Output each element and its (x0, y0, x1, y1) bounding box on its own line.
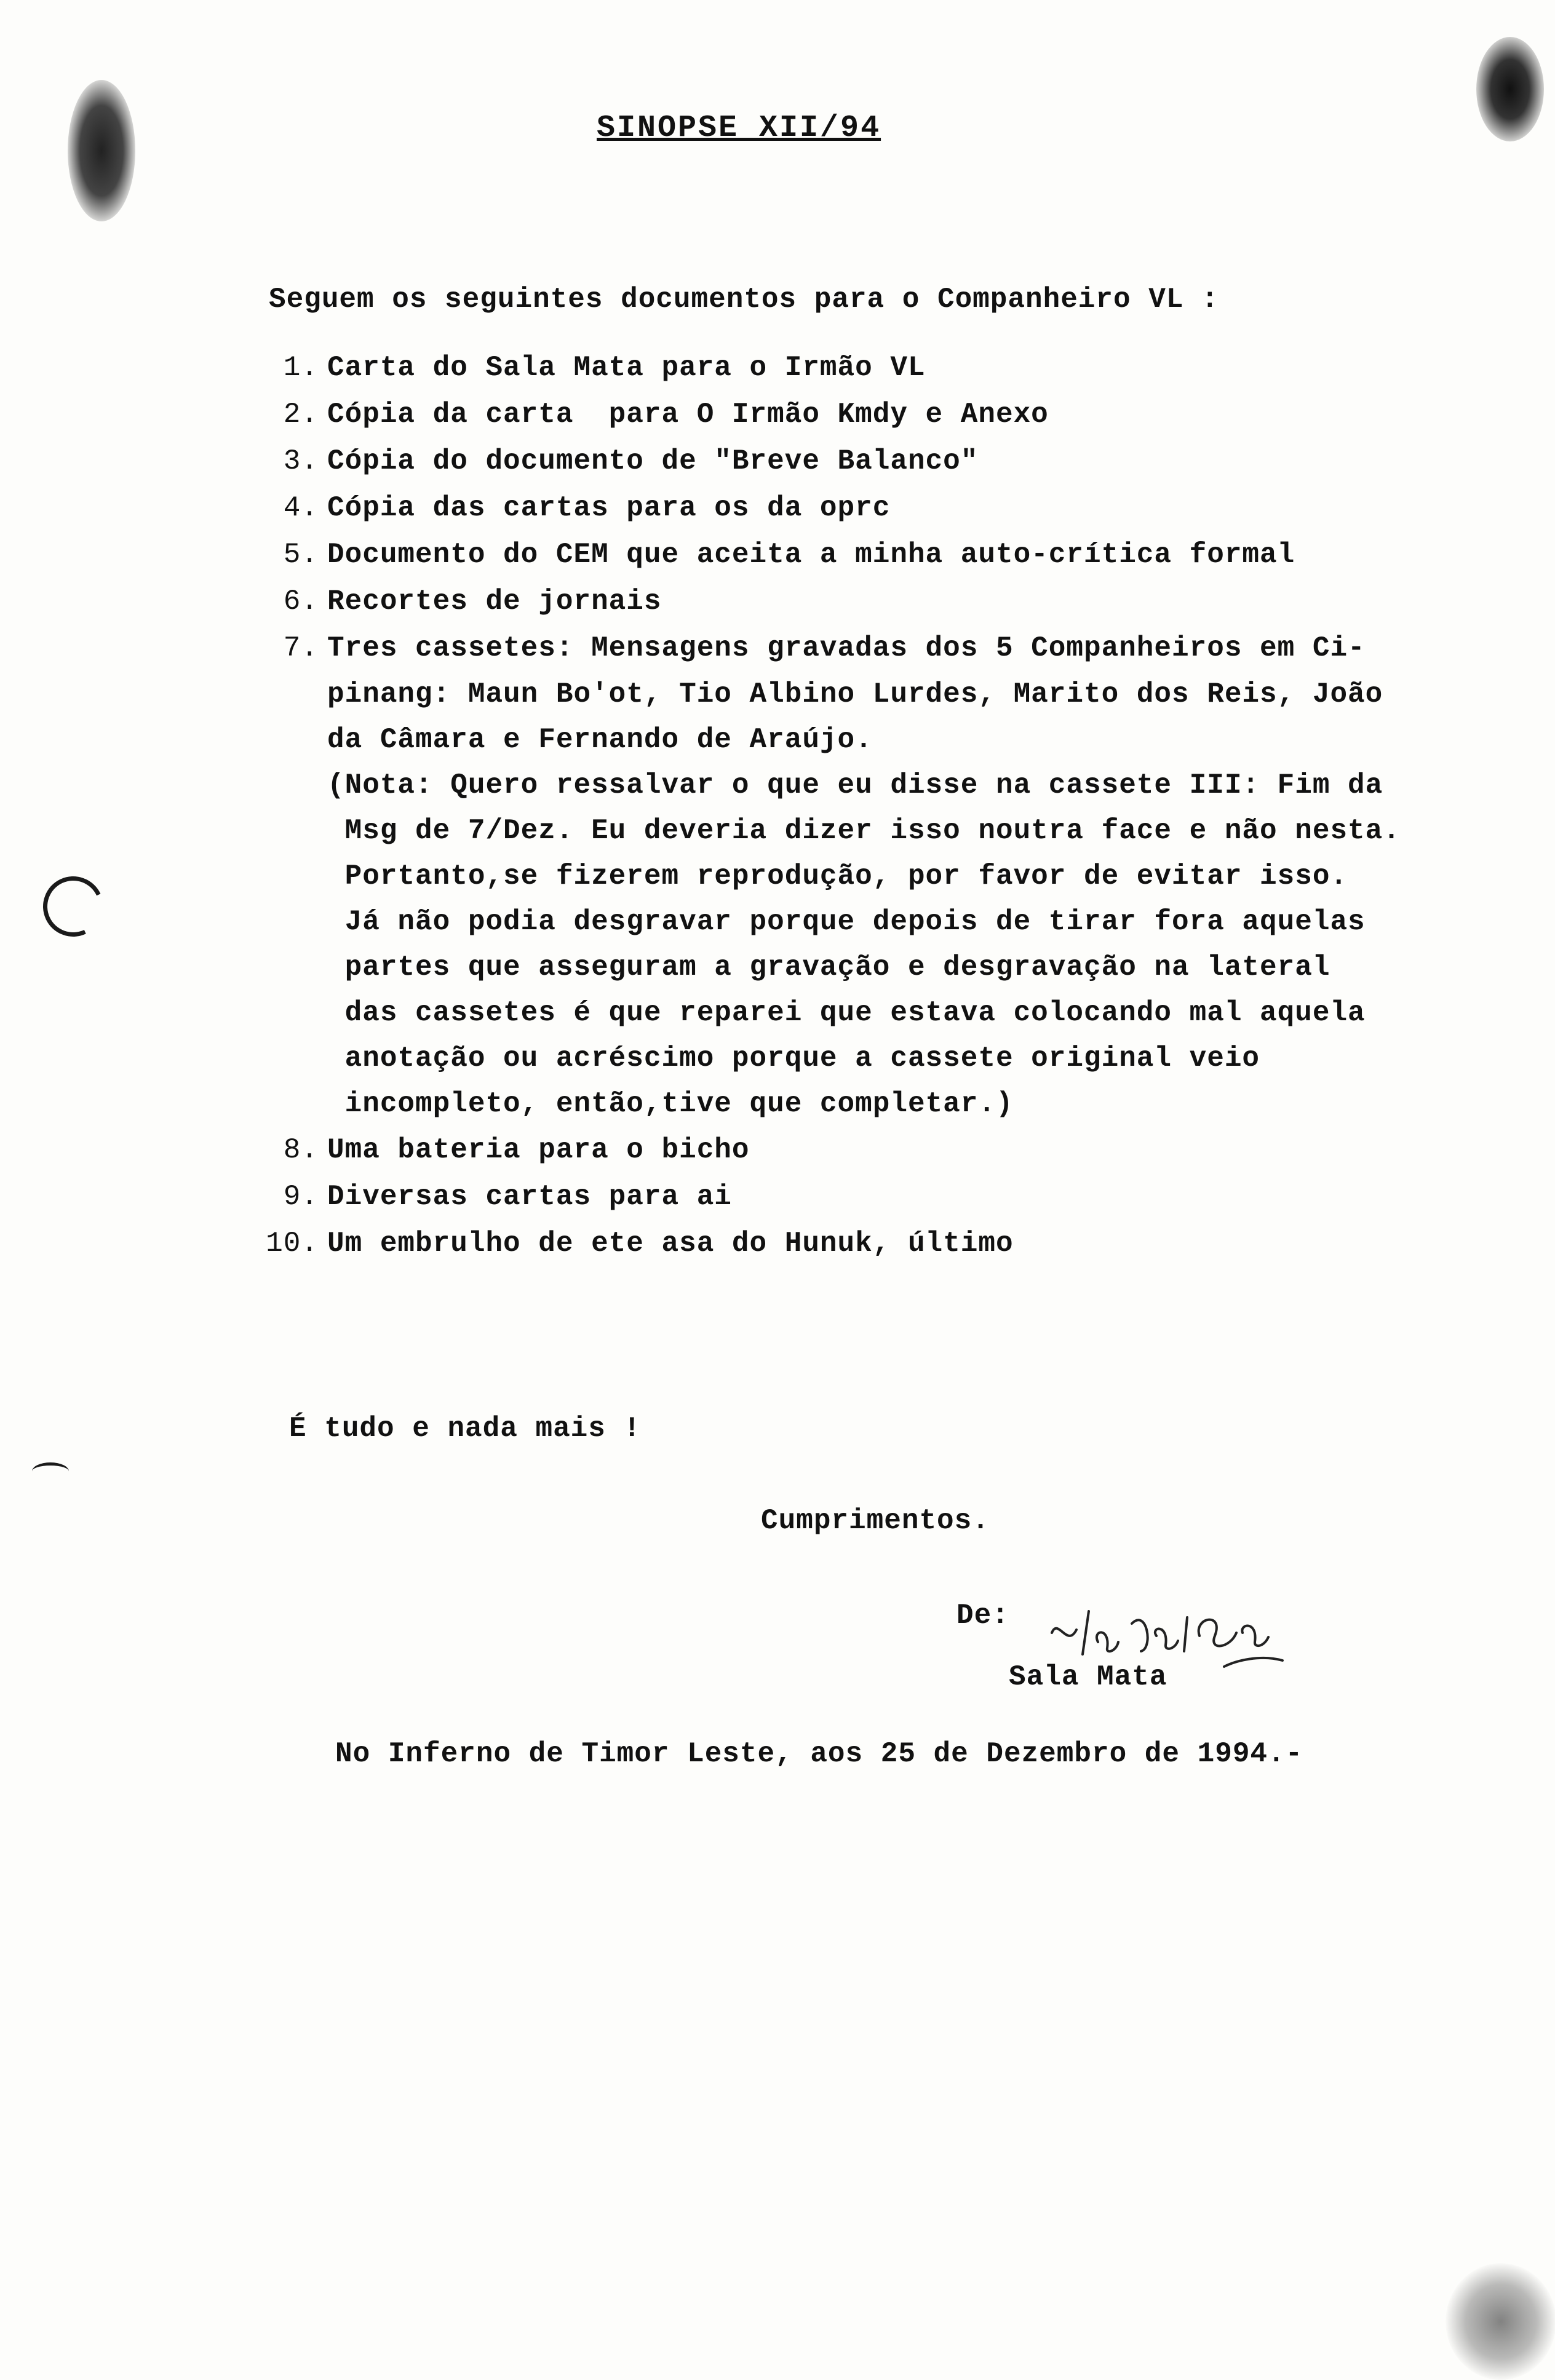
list-item-number: 7. (283, 632, 319, 664)
list-item-continuation: partes que asseguram a gravação e desgravação na lateral (327, 951, 1330, 983)
margin-mark (32, 1462, 69, 1480)
ink-smudge-bottom-right (1446, 2263, 1555, 2380)
list-item-continuation: Msg de 7/Dez. Eu deveria dizer isso noutra face e não nesta. (327, 815, 1401, 847)
list-item-text: Recortes de jornais (327, 585, 662, 617)
list-item-number: 9. (283, 1181, 319, 1213)
list-item (246, 578, 1401, 625)
list-item-number: 8. (283, 1134, 319, 1166)
list-item-number: 6. (283, 585, 319, 617)
punch-hole-mark (34, 868, 112, 945)
list-item-continuation: anotação ou acréscimo porque a cassete original veio (327, 1042, 1260, 1074)
list-item-text: Uma bateria para o bicho (327, 1134, 750, 1166)
list-item-number: 3. (283, 445, 319, 477)
list-item (246, 485, 1401, 531)
list-item-text: Tres cassetes: Mensagens gravadas dos 5 Companheiros em Ci- (327, 632, 1366, 664)
list-item-number: 1. (283, 352, 319, 384)
ink-smudge-top-left (68, 80, 135, 221)
list-item-continuation: incompleto, então,tive que completar.) (327, 1088, 1014, 1120)
list-item-text: Cópia da carta para O Irmão Kmdy e Anexo (327, 399, 1049, 430)
list-item-text: Documento do CEM que aceita a minha auto-crítica formal (327, 539, 1295, 571)
ink-smudge-top-right (1476, 37, 1544, 141)
list-item-number: 4. (283, 492, 319, 524)
signer-name: Sala Mata (1009, 1661, 1167, 1693)
greeting-line: Cumprimentos. (761, 1505, 990, 1537)
list-item (246, 391, 1401, 438)
list-item-continuation: Já não podia desgravar porque depois de tirar fora aquelas (327, 906, 1366, 938)
list-item (246, 1127, 1401, 1173)
document-list (246, 344, 1401, 1267)
list-item (246, 1220, 1401, 1267)
list-item-number: 5. (283, 539, 319, 571)
list-item (246, 531, 1401, 578)
list-item-text: Cópia do documento de "Breve Balanco" (327, 445, 979, 477)
list-item-text: Carta do Sala Mata para o Irmão VL (327, 352, 926, 384)
list-item-continuation: pinang: Maun Bo'ot, Tio Albino Lurdes, Marito dos Reis, João (327, 678, 1383, 710)
from-label: De: (956, 1600, 1009, 1632)
list-item (246, 344, 1401, 391)
list-item (246, 625, 1401, 672)
list-item-number: 10. (266, 1228, 319, 1259)
closing-line: É tudo e nada mais ! (289, 1413, 642, 1445)
list-item-continuation: (Nota: Quero ressalvar o que eu disse na cassete III: Fim da (327, 769, 1383, 801)
list-item-text: Um embrulho de ete asa do Hunuk, último (327, 1228, 1014, 1259)
place-date-line: No Inferno de Timor Leste, aos 25 de Dezembro de 1994.- (335, 1738, 1303, 1770)
list-item-continuation: das cassetes é que reparei que estava colocando mal aquela (327, 997, 1366, 1029)
list-item-text: Diversas cartas para ai (327, 1181, 732, 1213)
intro-line: Seguem os seguintes documentos para o Companheiro VL : (269, 284, 1219, 315)
list-item-text: Cópia das cartas para os da oprc (327, 492, 891, 524)
list-item-continuation: Portanto,se fizerem reprodução, por favor de evitar isso. (327, 860, 1348, 892)
document-title: SINOPSE XII/94 (597, 111, 881, 146)
list-item (246, 1173, 1401, 1220)
list-item-continuation: da Câmara e Fernando de Araújo. (327, 724, 873, 756)
list-item-number: 2. (283, 399, 319, 430)
list-item (246, 438, 1401, 485)
